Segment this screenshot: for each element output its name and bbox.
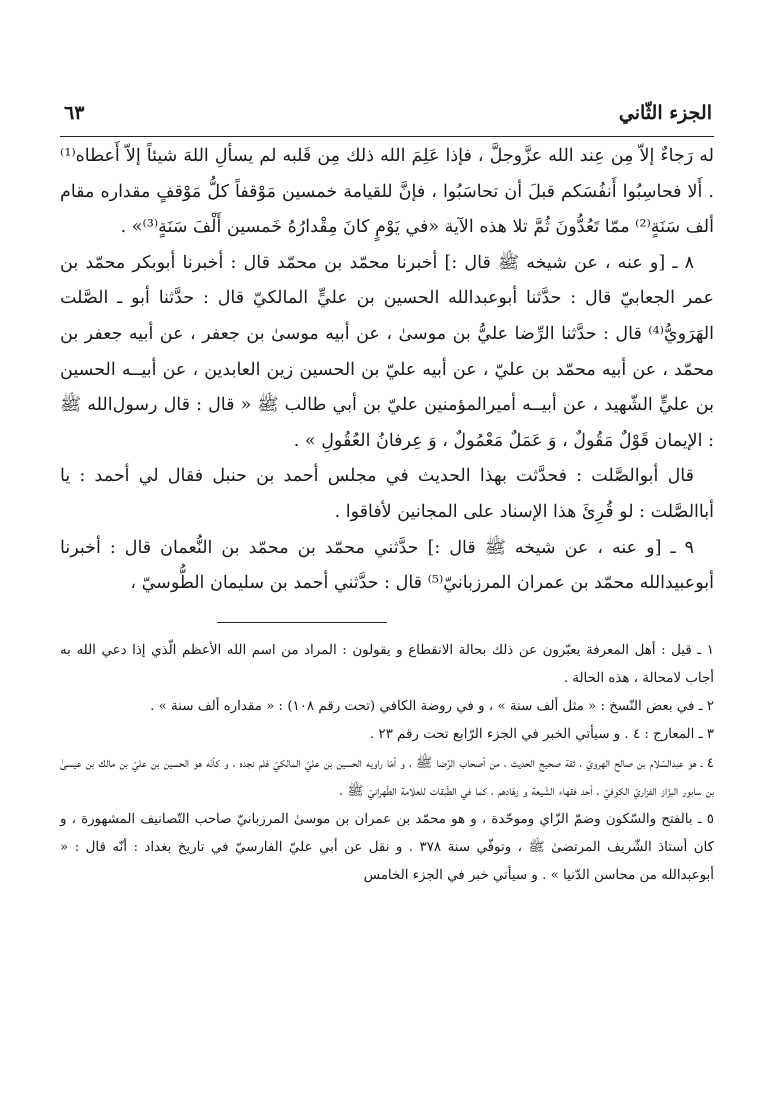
footnote-divider bbox=[217, 622, 387, 623]
footnote-1: ١ ـ قيل : أهل المعرفة يعبّرون عن ذلك بحالة الانقطاع و يقولون : المراد من اسم الله الأعظم الّذي إذا دعي الله به أجاب لامحالة ، هذه الحالة . bbox=[60, 642, 714, 686]
paragraph-hadith-8: ٨ ـ [و عنه ، عن شيخه ﷺ قال :] أخبرنا محمّد بن محمّد قال : أخبرنا أبوبكر محمّد بن عمر الجعابيّ قال : حدَّثنا أبوعبدالله الحسين بن عليٍّ المالكيّ قال : حدَّثنا أبو ـ الصَّلت الهَرَويُّ⁽⁴⁾ قال : حدَّثنا الرِّضا عليُّ بن موسىٰ ، عن أبيه موسىٰ بن جعفر ، عن أبيه جعفر بن محمّد ، عن أبيه محمّد بن عليّ ، عن أبيه عليّ بن الحسين زين العابدين ، عن أبيــه الحسين بن عليٍّ الشّهيد ، عن أبيــه أميرالمؤمنين عليّ بن أبي طالب ﷺ « قال : قال رسول‌الله ﷺ : الإيمان قَوْلٌ مَقُولٌ ، وَ عَمَلٌ مَعْمُولٌ ، وَ عِرفانُ العُقُولِ » . bbox=[60, 252, 714, 451]
running-header bbox=[60, 92, 714, 137]
footnote-2: ٢ ـ في بعض النّسخ : « مثل ألف سنة » ، و في روضة الكافي (تحت رقم ١٠٨) : « مقداره ألف سنة » . bbox=[150, 699, 714, 715]
main-text bbox=[60, 139, 714, 602]
footnotes bbox=[60, 637, 714, 891]
footnote-3: ٣ ـ المعارج : ٤ . و سيأتي الخبر في الجزء الرّابع تحت رقم ٢٣ . bbox=[369, 727, 714, 743]
paragraph-1: له رَجاءٌ إلاّ مِن عِند الله عزَّوجلَّ ، فإذا عَلِمَ الله ذلك مِن قَلبه لم يسألِ اللهَ شيئاً إلاّ أَعطاه⁽¹⁾ . أَلا فحاسِبُوا أَنفُسَكم قبلَ أن تحاسَبُوا ، فإنَّ للقيامة خمسين مَوْقفاً كلُّ مَوْقفٍ مقداره مقام ألف سَنَةٍ⁽²⁾ ممّا تَعُدُّونَ ثُمَّ تلا هذه الآية «في يَوْمٍ كانَ مِقْدارُهُ خَمسين أَلْفَ سَنَةٍ⁽³⁾» . bbox=[60, 146, 714, 238]
page-number: ٦٣ bbox=[64, 102, 85, 124]
paragraph-hadith-9: ٩ ـ [و عنه ، عن شيخه ﷺ قال :] حدَّثني محمّد بن محمّد بن النُّعمان قال : أخبرنا أبوعبيدالله محمّد بن عمران المرزبانيّ⁽⁵⁾ قال : حدَّثني أحمد بن سليمان الطُّوسيّ ، bbox=[60, 537, 714, 594]
footnote-5: ٥ ـ بالفتح والسّكون وضمّ الزّاي وموحّدة ، و هو محمّد بن عمران بن موسىٰ المرزبانيّ صاحب التّصانيف المشهورة ، و كان أستاذ الشّريف المرتضىٰ ﷺ ، وتوفّي سنة ٣٧٨ . و نقل عن أبي عليّ الفارسيّ في تاريخ بغداد : أنّه قال : « أبوعبدالله من محاسن الدّنيا » . و سيأتي خبر في الجزء الخامس bbox=[60, 811, 714, 884]
volume-title: الجزء الثّاني bbox=[618, 102, 712, 124]
paragraph-abu-salt: قال أبوالصَّلت : فحدَّثت بهذا الحديث في مجلس أحمد بن حنبل فقال لي أحمد : يا أباالصَّلت : لو قُرِئَ هذا الإسناد على المجانين لأفاقوا . bbox=[60, 466, 714, 522]
footnote-4: ٤ ـ هو عبدالسّلام بن صالح الهرويّ ، ثقة صحيح الحديث ، من أصحاب الرِّضا ﷺ ، و أمّا راويه الحسين بن عليّ المالكيّ فلم نجده ، و كأنّه هو الحسين بن عليّ بن مالك بن عيسىٰ بن سابور البزّاز الفزاريّ الكوفيّ ، أحد فقهاء الشّيعة و زهّادهم ، كما في الطّبقات للعلامة الطّهرانيّ ﷺ . bbox=[60, 755, 714, 799]
book-page bbox=[60, 92, 714, 1092]
